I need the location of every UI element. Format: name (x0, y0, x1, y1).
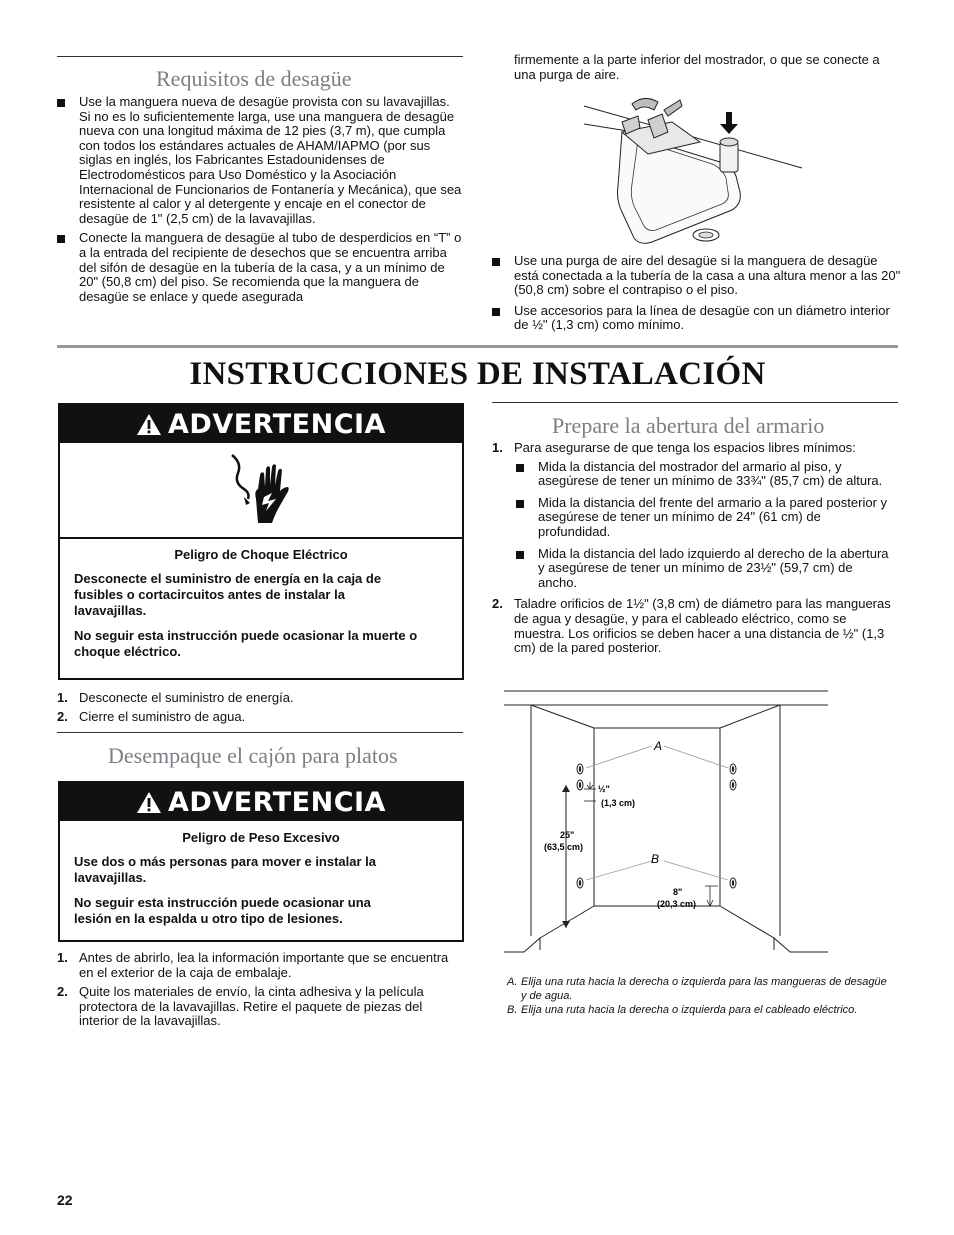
label-a: A (654, 739, 663, 753)
step-1: 1. Para asegurarse de que tenga los espacios libres mínimos: (492, 440, 856, 455)
step-1-text: Para asegurarse de que tenga los espacios libres mínimos: (514, 440, 856, 455)
warning-triangle-icon (136, 791, 162, 814)
page-number: 22 (57, 1192, 73, 1208)
drain-heading: Requisitos de desagüe (156, 66, 352, 91)
dim-half: ½" (598, 784, 610, 794)
label-b: B (651, 852, 660, 866)
warning-line: No seguir esta instrucción puede ocasionar una lesión en la espalda u otro tipo de lesiones. (74, 895, 371, 926)
electric-shock-warning (58, 403, 464, 680)
title-rule (57, 345, 898, 348)
warning-text (60, 539, 462, 660)
hazard-title: Peligro de Peso Excesivo (182, 830, 340, 845)
unpack-heading: Desempaque el cajón para platos (108, 743, 398, 768)
unpack-rule (57, 732, 463, 733)
list-item: Mida la distancia del frente del armario a la pared posterior y asegúrese de tener un mínimo de 24" (61 cm) de profundidad. (516, 496, 892, 540)
warning-label: ADVERTENCIA (168, 408, 386, 440)
top-left-rule (57, 56, 463, 57)
air-gap-list (492, 254, 902, 338)
prepare-heading: Prepare la abertura del armario (552, 413, 825, 438)
list-item: 1. Desconecte el suministro de energía. (57, 690, 294, 705)
electric-shock-hand-icon (228, 453, 298, 529)
warning-text (60, 821, 462, 927)
power-steps (57, 691, 463, 728)
step-2: 2. Taladre orificios de 1½" (3,8 cm) de diámetro para las mangueras de agua y desagüe, y para el cableado eléctrico, como se muestra. Los orificios se deben hacer a una distancia de ½" (1,3 cm) de la pared posterior. (492, 596, 891, 656)
list-item: Use accesorios para la línea de desagüe con un diámetro interior de ½" (1,3 cm) como mínimo. (492, 304, 902, 333)
warning-triangle-icon (136, 413, 162, 436)
list-item: Use una purga de aire del desagüe si la manguera de desagüe está conectada a la tubería de la casa a una altura menor a las 20" (50,8 cm) sobre el contrapiso o el piso. (492, 254, 902, 298)
list-item: 1. Antes de abrirlo, lea la información importante que se encuentra en el exterior de la caja de embalaje. (57, 950, 449, 980)
dim-half-cm: (1,3 cm) (601, 798, 636, 808)
dim-8: 8" (673, 887, 683, 897)
warning-line: Desconecte el suministro de energía en la caja de fusibles o cortacircuitos antes de instalar la lavavajillas. (74, 571, 382, 618)
prepare-steps (492, 441, 898, 656)
list-item: Mida la distancia del lado izquierdo al derecho de la abertura y asegúrese de tener un mínimo de 23½" (59,7 cm) de ancho. (516, 547, 892, 591)
warning-label: ADVERTENCIA (168, 786, 386, 818)
warning-line: Use dos o más personas para mover e instalar la lavavajillas. (74, 854, 377, 885)
list-item: 2. Quite los materiales de envío, la cinta adhesiva y la película protectora de la lavavajillas. Retire el paquete de piezas del interior de la lavavajillas. (57, 984, 424, 1029)
cabinet-opening-diagram (500, 688, 830, 960)
list-item: Conecte la manguera de desagüe al tubo de desperdicios en “T” o a la entrada del recipiente de desechos que se encuentra arriba del sifón de desagüe en la tubería de la casa, y a un mínimo de 20" (50,8 cm) del piso. Se recomienda que la manguera de desagüe se enlace y quede asegurada (57, 231, 463, 304)
page-title: INSTRUCCIONES DE INSTALACIÓN (189, 356, 766, 392)
caption-b: B. Elija una ruta hacia la derecha o izquierda para el cableado eléctrico. (507, 1004, 858, 1016)
warning-header (60, 783, 462, 821)
clearance-list (516, 460, 892, 591)
warning-line: No seguir esta instrucción puede ocasionar la muerte o choque eléctrico. (74, 628, 418, 659)
hazard-title: Peligro de Choque Eléctrico (174, 547, 348, 562)
sink-illustration (582, 92, 804, 248)
dim-25: 25" (560, 830, 575, 840)
step-2-text: Taladre orificios de 1½" (3,8 cm) de diámetro para las mangueras de agua y desagüe, y para el cableado eléctrico, como se muestra. Los orificios se deben hacer a una distancia de ½" (1,3 cm) de la pared posterior. (514, 596, 891, 656)
shock-icon-panel (60, 443, 462, 539)
dim-25-cm: (63,5 cm) (544, 842, 584, 852)
dim-8-cm: (20,3 cm) (657, 899, 697, 909)
weight-warning (58, 781, 464, 942)
prepare-rule (492, 402, 898, 403)
list-item: Use la manguera nueva de desagüe provista con su lavavajillas. Si no es lo suficientemente larga, use una manguera de desagüe nueva con una longitud máxima de 12 pies (3,7 m), que cumpla con todos los estándares actuales de AHAM/IAPMO (por sus siglas en inglés, los Fabricantes Estadounidenses de Electrodomésticos para Uso Doméstico y la Asociación Internacional de Funcionarios de Fontanería y Mecánica), que sea resistente al calor y al detergente y encaje en el conector de desagüe de 1" (2,5 cm) de la lavavajillas. (57, 95, 463, 226)
list-item: Mida la distancia del mostrador del armario al piso, y asegúrese de tener un mínimo de 33¾" (85,7 cm) de altura. (516, 460, 892, 489)
drain-list (57, 95, 463, 309)
warning-header (60, 405, 462, 443)
caption-a: A. Elija una ruta hacia la derecha o izquierda para las mangueras de desagüe y de agua. (507, 976, 887, 1002)
list-item: 2. Cierre el suministro de agua. (57, 708, 246, 724)
diagram-captions (507, 976, 887, 1019)
unpack-steps (57, 951, 457, 1033)
drain-continuation: firmemente a la parte inferior del mostrador, o que se conecte a una purga de aire. (514, 52, 880, 82)
